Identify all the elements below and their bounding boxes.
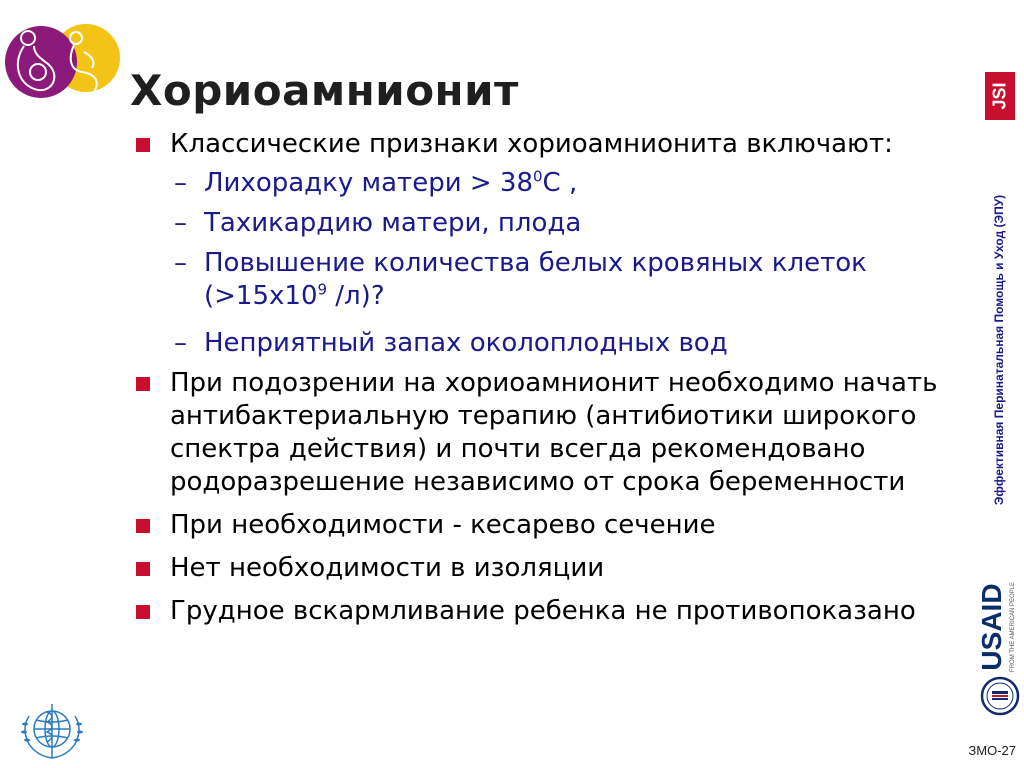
dash-icon: –	[174, 168, 187, 198]
slide-id: ЗМО-27	[968, 743, 1016, 758]
sub-bullet-text: Повышение количества белых кровяных клеток ($>15x10^9$ /л)?	[204, 248, 867, 311]
sub-bullet-item	[174, 327, 962, 360]
bullet-text: При необходимости - кесарево сечение	[170, 510, 716, 540]
sub-bullet-item	[174, 167, 962, 200]
bullet-item	[132, 128, 962, 161]
bullet-text: Классические признаки хориоамнионита включают:	[170, 129, 893, 159]
sub-bullet-item	[174, 207, 962, 240]
mother-child-logo-icon	[4, 8, 120, 108]
dash-icon: –	[174, 328, 187, 358]
bullet-square-icon	[136, 138, 150, 152]
who-emblem-icon	[17, 696, 87, 764]
bullet-item	[132, 552, 962, 585]
usaid-logo	[976, 582, 1022, 676]
dash-icon: –	[174, 248, 187, 278]
bullet-square-icon	[136, 377, 150, 391]
bullet-text: При подозрении на хориоамнионит необходимо начать антибактериальную терапию (антибиотики широкого спектра действия) и почти всегда рекомендовано родоразрешение независимо от срока беременности	[170, 368, 938, 497]
bullet-text: Нет необходимости в изоляции	[170, 553, 605, 583]
bullet-square-icon	[136, 605, 150, 619]
bullet-list	[132, 128, 962, 638]
sub-bullet-text: Неприятный запах околоплодных вод	[204, 328, 728, 358]
bullet-item	[132, 595, 962, 628]
slide-title: Хориоамнионит	[130, 66, 519, 115]
bullet-square-icon	[136, 562, 150, 576]
jsi-logo-text: JSI	[989, 82, 1010, 110]
sub-list	[174, 167, 962, 360]
dash-icon: –	[174, 208, 187, 238]
sub-bullet-item	[174, 247, 962, 313]
bullet-text: Грудное вскармливание ребенка не противопоказано	[170, 596, 916, 626]
sub-bullet-text: Тахикардию матери, плода	[204, 208, 582, 238]
usaid-logo-text: USAID	[976, 583, 1007, 671]
bullet-item	[132, 367, 962, 499]
program-name: Эффективная Перинатальная Помощь и Уход (ЭПУ)	[992, 194, 1006, 506]
usaid-seal-icon	[980, 676, 1020, 716]
usaid-tagline: FROM THE AMERICAN PEOPLE	[1010, 582, 1016, 672]
bullet-item	[132, 509, 962, 542]
jsi-logo	[985, 72, 1015, 120]
bullet-square-icon	[136, 519, 150, 533]
sub-bullet-text: Лихорадку матери > $38^0C$ ,	[204, 167, 578, 198]
